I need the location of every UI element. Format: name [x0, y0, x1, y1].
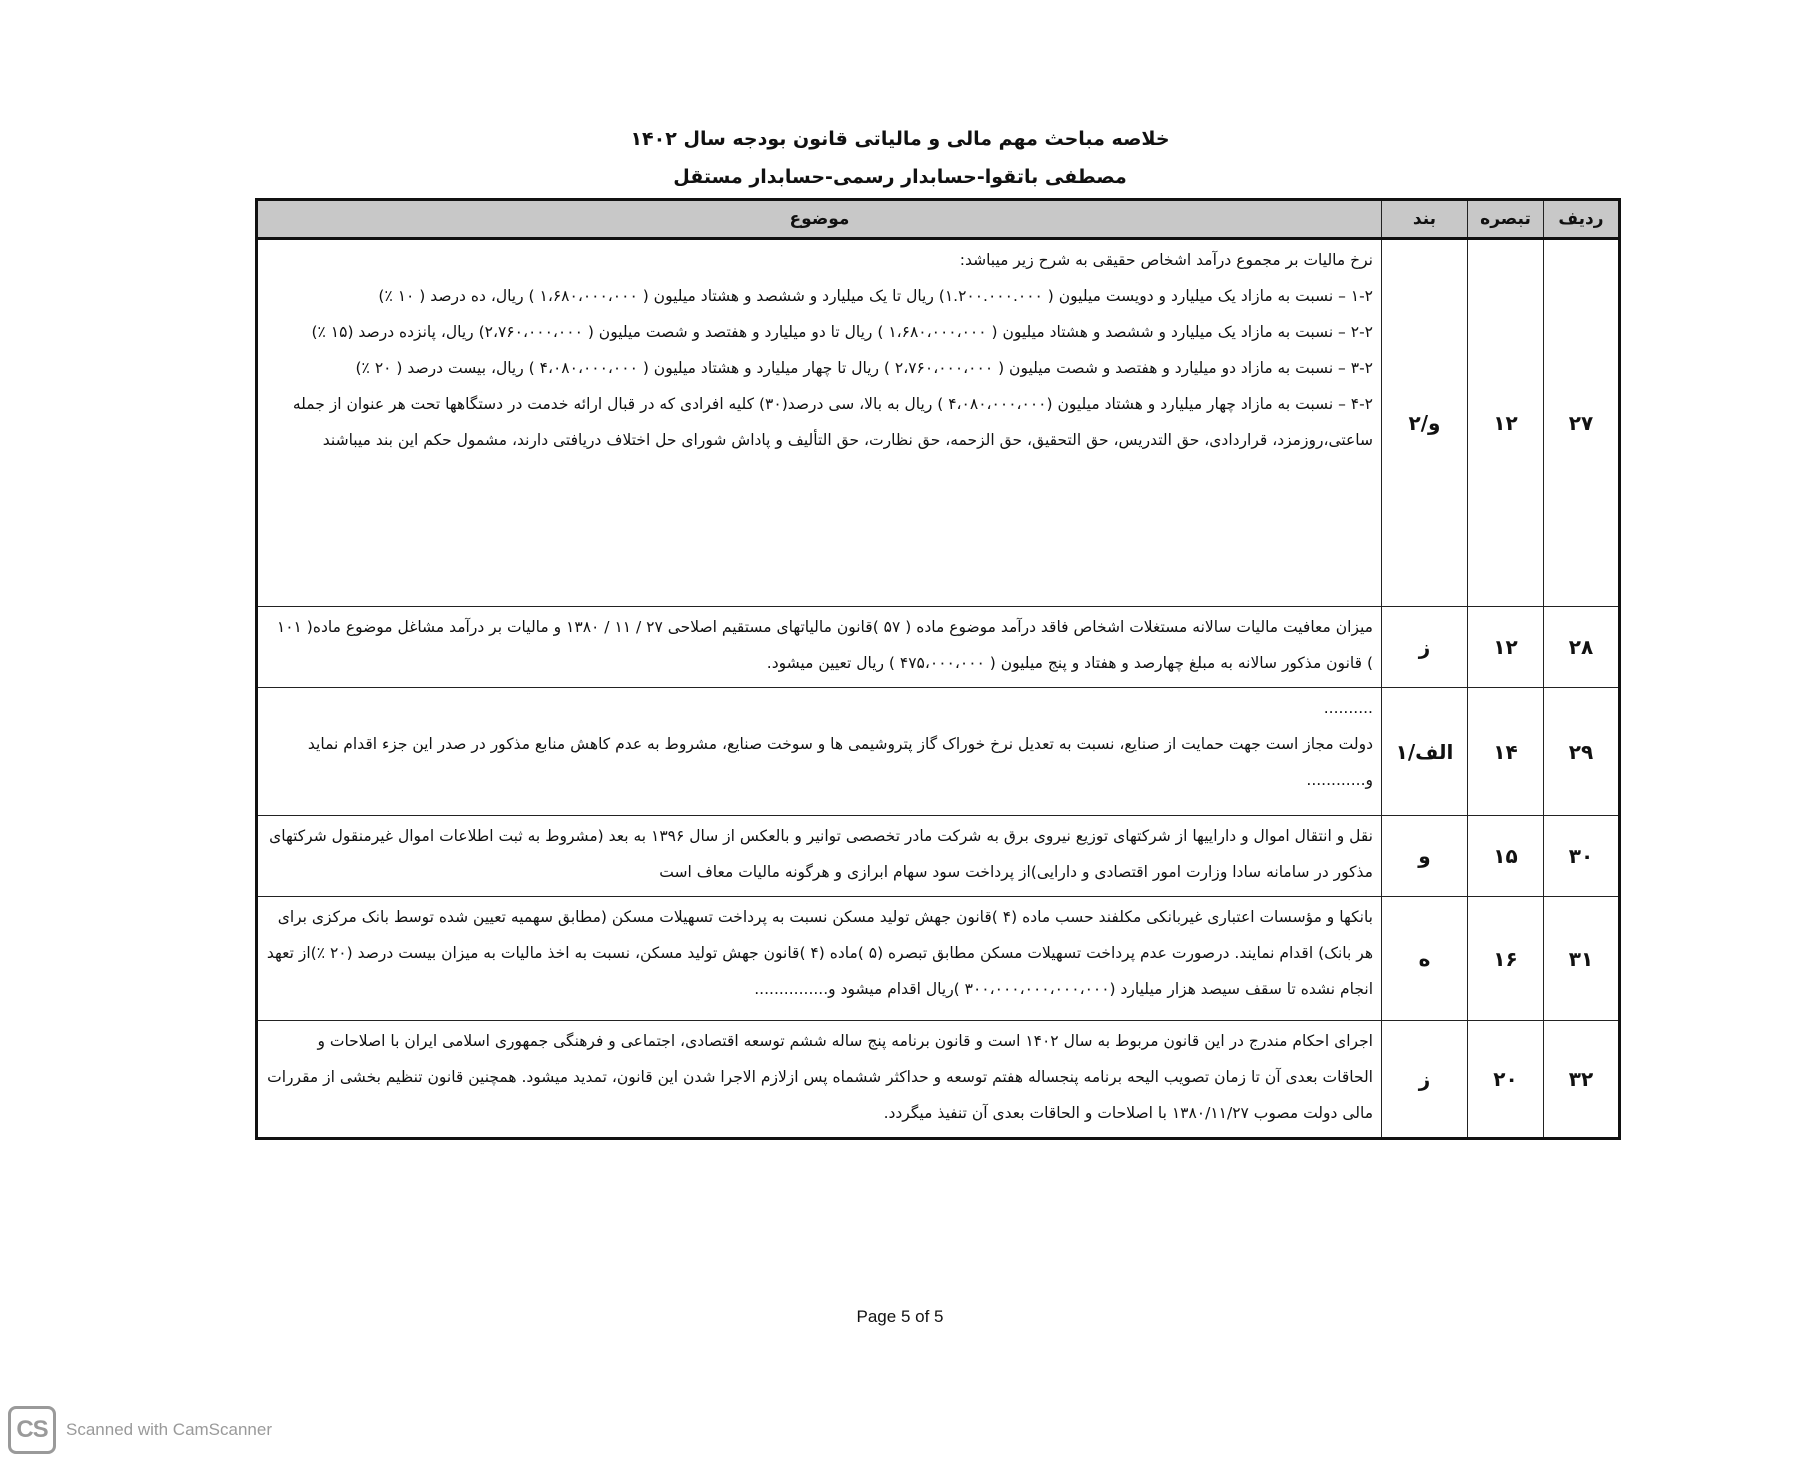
subject-line: ۳-۲ – نسبت به مازاد دو میلیارد و هفتصد و شصت میلیون ( ۲،۷۶۰،۰۰۰،۰۰۰ ) ریال تا چهار میلیارد و هشتاد میلیون ( ۴،۰۸۰،۰۰۰،۰۰۰ ) ریال، بیست درصد ( ۲۰ ٪) — [355, 359, 1373, 377]
header-subject: موضوع — [257, 200, 1382, 239]
subject-line: میزان معافیت مالیات سالانه مستغلات اشخاص فاقد درآمد موضوع ماده ( ۵۷ )قانون مالیاتهای مستقیم اصلاحی ۲۷ / ۱۱ / ۱۳۸۰ و مالیات بر درآمد مشاغل موضوع ماده( ۱۰۱ ) قانون مذکور سالانه به مبلغ چهارصد و هفتاد و پنج میلیون ( ۴۷۵،۰۰۰،۰۰۰ ) ریال تعیین میشود. — [276, 618, 1373, 672]
subject-line: نرخ مالیات بر مجموع درآمد اشخاص حقیقی به شرح زیر میباشد: — [959, 251, 1373, 269]
header-note: تبصره — [1468, 200, 1544, 239]
document-subtitle: مصطفی باتقوا-حسابدار رسمی-حسابدار مستقل — [673, 166, 1127, 188]
subject-cell — [257, 816, 1382, 897]
note-cell: ۱۵ — [1468, 816, 1544, 897]
clause-cell: الف/۱ — [1382, 688, 1468, 816]
subject-cell — [257, 688, 1382, 816]
subject-cell — [257, 239, 1382, 607]
table-row — [257, 897, 1620, 1021]
page-number: Page 5 of 5 — [856, 1307, 944, 1326]
row-number-cell: ۲۹ — [1544, 688, 1620, 816]
header-clause: بند — [1382, 200, 1468, 239]
clause-cell: ز — [1382, 607, 1468, 688]
subject-line: ۴-۲ – نسبت به مازاد چهار میلیارد و هشتاد میلیون (۴،۰۸۰،۰۰۰،۰۰۰ ) ریال به بالا، سی درصد(۳۰) کلیه افرادی که در قبال ارائه خدمت در دستگاهها تحت هر عنوان از جمله ساعتی،روزمزد، قراردادی، حق التدریس، حق التحقیق، حق الزحمه، حق نظارت، حق التألیف و پاداش شورای حل اختلاف دریافتی دارند، مشمول حکم این بند میباشند — [292, 395, 1373, 449]
subject-line: بانکها و مؤسسات اعتباری غیربانکی مکلفند حسب ماده (۴ )قانون جهش تولید مسکن نسبت به پرداخت تسهیلات مسکن (مطابق سهمیه تعیین شده توسط بانک مرکزی برای هر بانک) اقدام نمایند. درصورت عدم پرداخت تسهیلات مسکن مطابق تبصره (۵ )ماده (۴ )قانون جهش تولید مسکن، نسبت به اخذ مالیات به میزان بیست درصد (۲۰ ٪)از تعهد انجام نشده تا سقف سیصد هزار میلیارد (۳۰۰،۰۰۰،۰۰۰،۰۰۰،۰۰۰ )ریال اقدام میشود و............... — [266, 908, 1373, 998]
table-header-row — [257, 200, 1620, 239]
clause-cell: و/۲ — [1382, 239, 1468, 607]
subject-cell — [257, 897, 1382, 1021]
summary-table — [255, 198, 1621, 1140]
clause-cell: ه — [1382, 897, 1468, 1021]
note-cell: ۱۶ — [1468, 897, 1544, 1021]
note-cell: ۱۲ — [1468, 239, 1544, 607]
note-cell: ۱۴ — [1468, 688, 1544, 816]
subject-cell — [257, 607, 1382, 688]
subject-line: نقل و انتقال اموال و داراییها از شرکتهای توزیع نیروی برق به شرکت مادر تخصصی توانیر و بالعکس از سال ۱۳۹۶ به بعد (مشروط به ثبت اطلاعات اموال غیرمنقول شرکتهای مذکور در سامانه سادا وزارت امور اقتصادی و دارایی)از پرداخت سود سهام ابرازی و هرگونه مالیات معاف است — [269, 827, 1373, 881]
note-cell: ۲۰ — [1468, 1021, 1544, 1139]
row-number-cell: ۲۸ — [1544, 607, 1620, 688]
clause-cell: ز — [1382, 1021, 1468, 1139]
subject-line: ۲-۲ – نسبت به مازاد یک میلیارد و ششصد و هشتاد میلیون ( ۱،۶۸۰،۰۰۰،۰۰۰ ) ریال تا دو میلیارد و هفتصد و شصت میلیون ( ۲،۷۶۰،۰۰۰،۰۰۰) ریال، پانزده درصد (۱۵ ٪) — [311, 323, 1373, 341]
table-row — [257, 688, 1620, 816]
table-row — [257, 816, 1620, 897]
document-title: خلاصه مباحث مهم مالی و مالیاتی قانون بودجه سال ۱۴۰۲ — [630, 128, 1170, 150]
table-row — [257, 1021, 1620, 1139]
subject-cell — [257, 1021, 1382, 1139]
scanner-watermark — [8, 1405, 272, 1455]
table-row — [257, 239, 1620, 607]
row-number-cell: ۳۰ — [1544, 816, 1620, 897]
watermark-text: Scanned with CamScanner — [66, 1420, 273, 1439]
header-row-no: ردیف — [1544, 200, 1620, 239]
row-number-cell: ۳۲ — [1544, 1021, 1620, 1139]
note-cell: ۱۲ — [1468, 607, 1544, 688]
subject-line: دولت مجاز است جهت حمایت از صنایع، نسبت به تعدیل نرخ خوراک گاز پتروشیمی ها و سوخت صنایع، مشروط به عدم کاهش منابع مذکور در صدر این جزء اقدام نماید و............ — [307, 735, 1373, 789]
table-row — [257, 607, 1620, 688]
subject-line: ۱-۲ – نسبت به مازاد یک میلیارد و دویست میلیون ( ۱.۲۰۰.۰۰۰.۰۰۰) ریال تا یک میلیارد و ششصد و هشتاد میلیون ( ۱،۶۸۰،۰۰۰،۰۰۰ ) ریال، ده درصد ( ۱۰ ٪) — [378, 287, 1373, 305]
row-number-cell: ۳۱ — [1544, 897, 1620, 1021]
subject-line: اجرای احکام مندرج در این قانون مربوط به سال ۱۴۰۲ است و قانون برنامه پنج ساله ششم توسعه اقتصادی، اجتماعی و فرهنگی جمهوری اسلامی ایران با اصلاحات و الحاقات بعدی آن تا زمان تصویب الیحه برنامه پنجساله هفتم توسعه و حداکثر ششماه پس ازلازم الاجرا شدن این قانون، تمدید میشود. همچنین قانون تنظیم بخشی از مقررات مالی دولت مصوب ۱۳۸۰/۱۱/۲۷ با اصلاحات و الحاقات بعدی آن تنفیذ میگردد. — [267, 1032, 1373, 1122]
subject-line: .......... — [1323, 699, 1373, 717]
clause-cell: و — [1382, 816, 1468, 897]
table-body — [257, 239, 1620, 1139]
row-number-cell: ۲۷ — [1544, 239, 1620, 607]
camscanner-logo: CS — [8, 1406, 56, 1454]
